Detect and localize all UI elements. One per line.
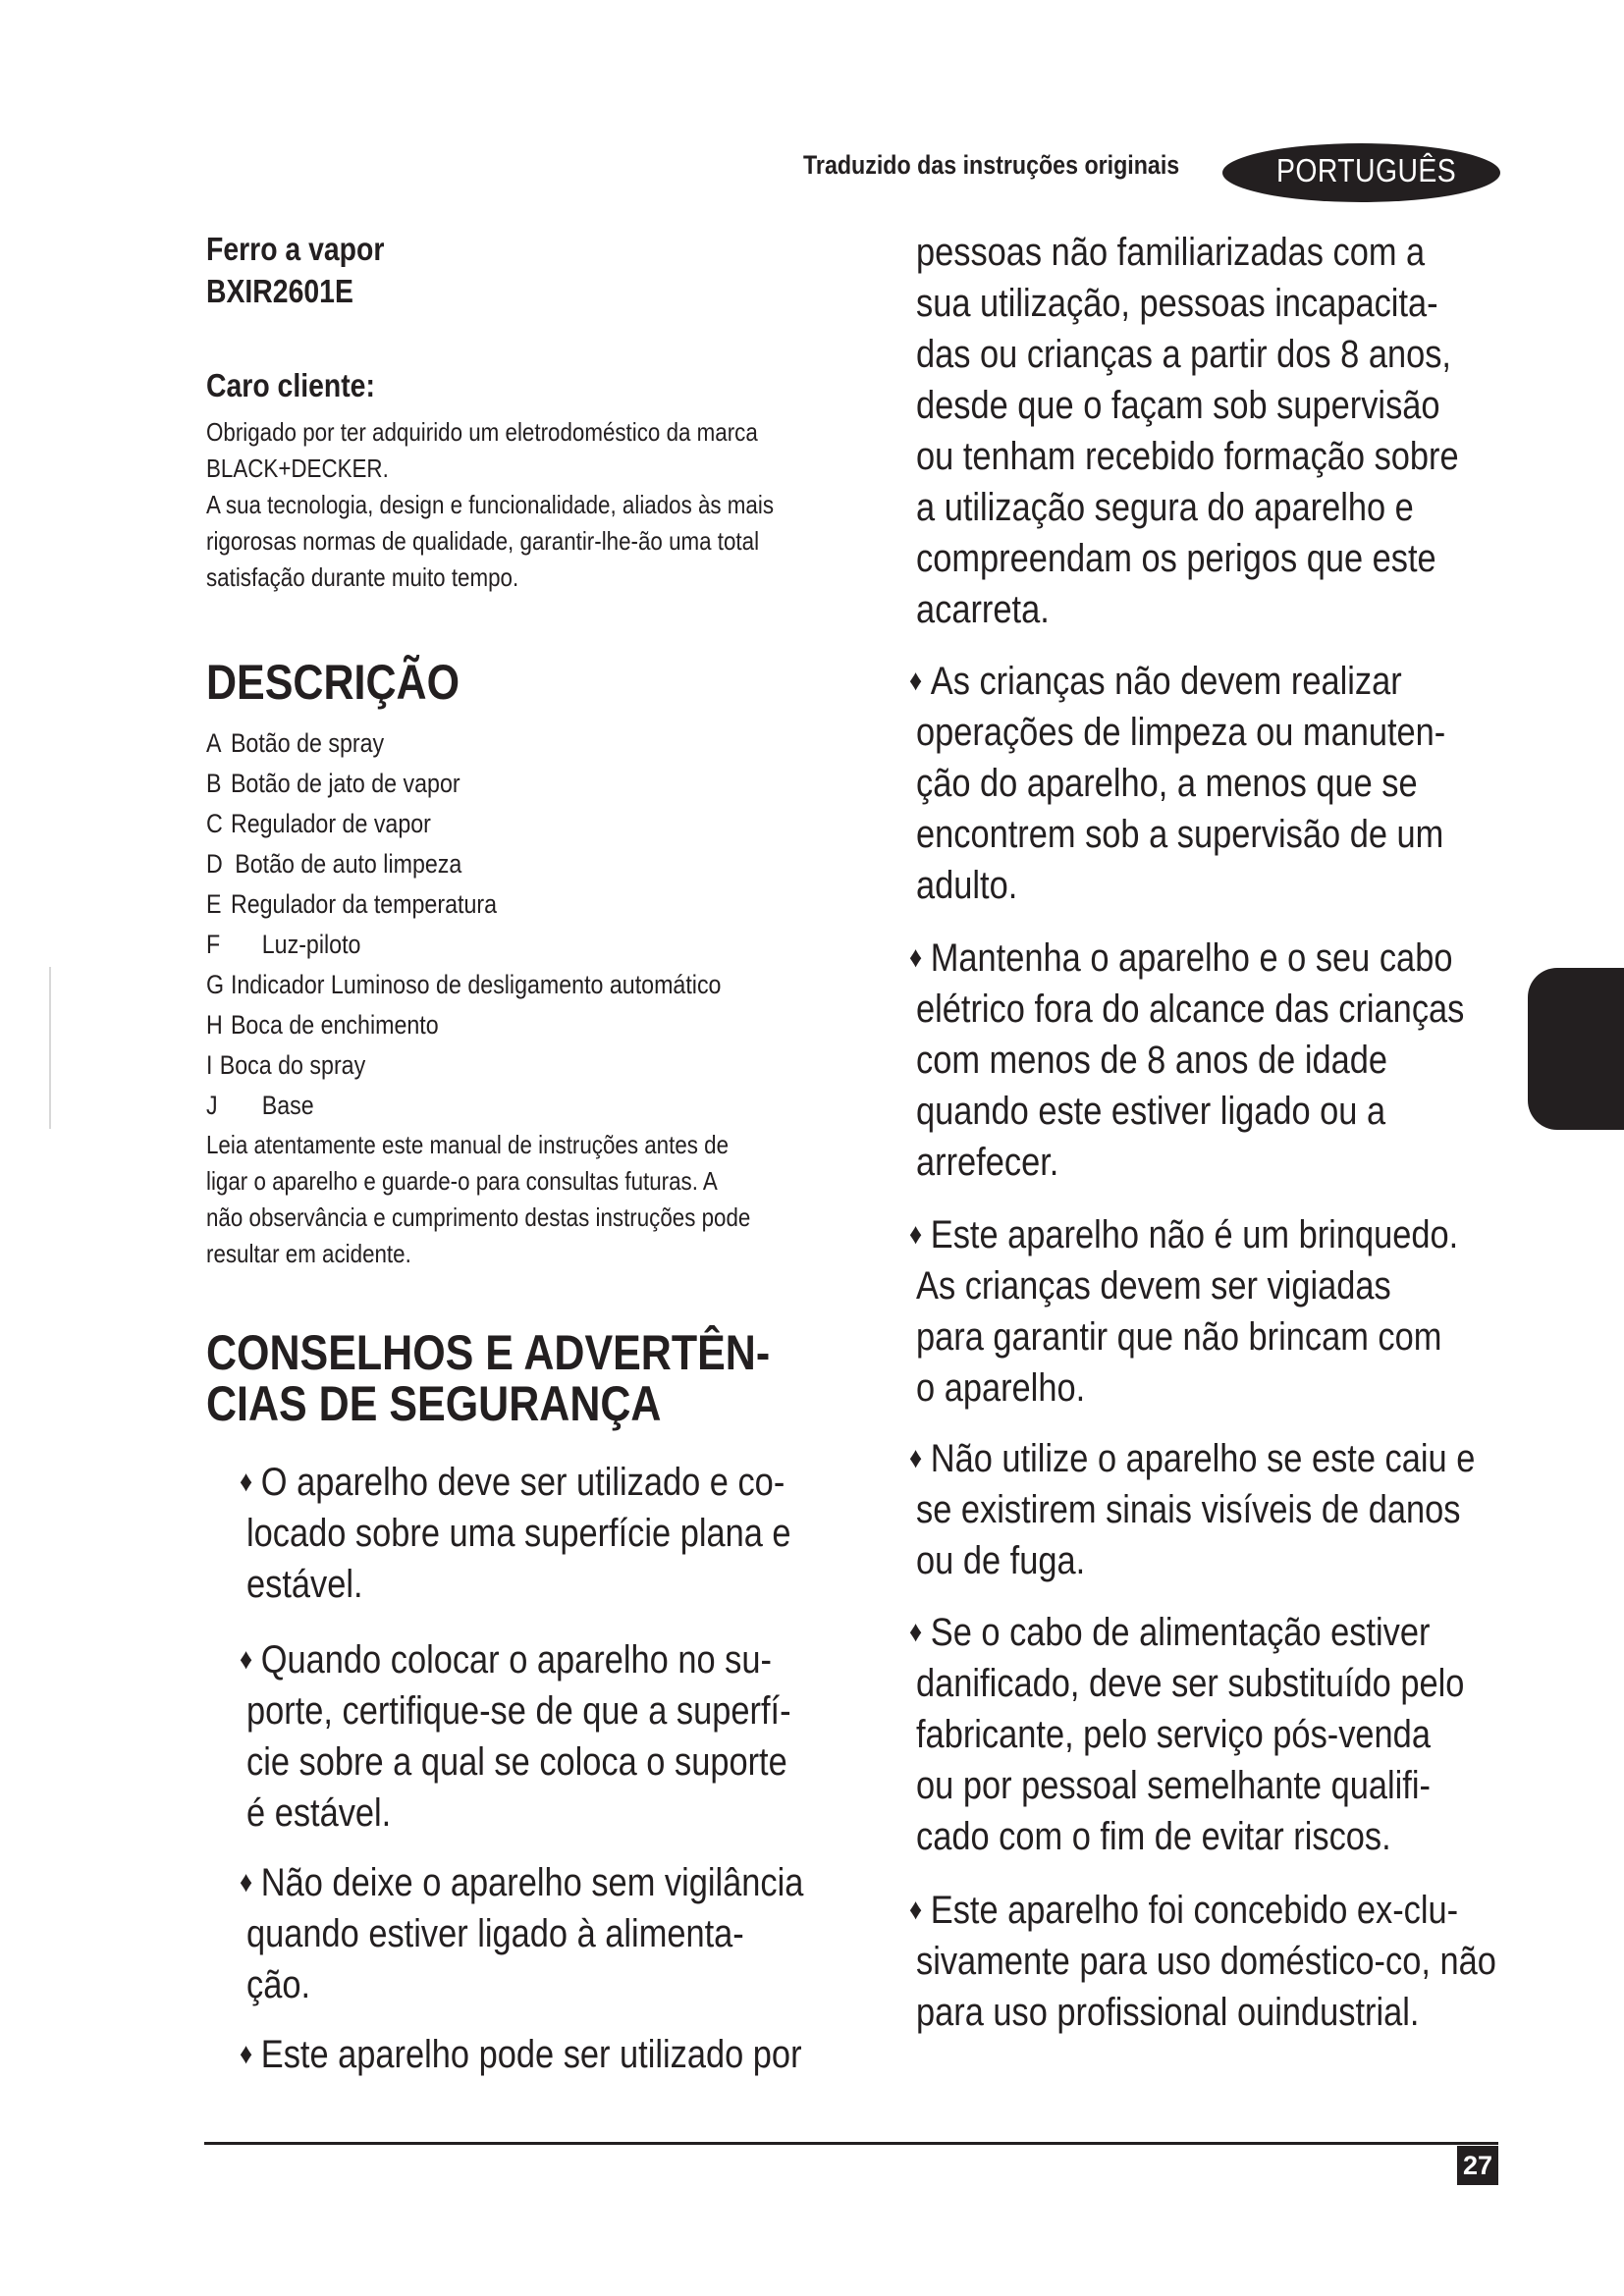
product-name: Ferro a vapor xyxy=(206,231,385,267)
safety-bullet: ♦ Quando colocar o aparelho no su- porte, certifique-se de que a superfí- cie sobre a qual se coloca o suporte é estável. xyxy=(240,1634,880,1839)
safety-bullet: ♦ Este aparelho pode ser utilizado por xyxy=(240,2029,893,2080)
diamond-bullet-icon: ♦ xyxy=(909,665,923,697)
safety-bullet: ♦ Este aparelho não é um brinquedo. As crianças devem ser vigiadas para garantir que não brincam com o aparelho. xyxy=(909,1209,1547,1414)
page-number: 27 xyxy=(1457,2146,1498,2185)
safety-bullet: ♦ Não deixe o aparelho sem vigilância quando estiver ligado à alimenta- ção. xyxy=(240,1857,895,2010)
part-item: B Botão de jato de vapor xyxy=(206,769,460,798)
part-item: C Regulador de vapor xyxy=(206,809,431,838)
part-item: G Indicador Luminoso de desligamento automático xyxy=(206,970,722,999)
part-item: F Luz-piloto xyxy=(206,930,361,959)
parts-list xyxy=(206,723,805,1126)
safety-bullet: ♦ Mantenha o aparelho e o seu cabo elétrico fora do alcance das crianças com menos de 8 anos de idade quando este estiver ligado ou a arrefecer. xyxy=(909,933,1553,1188)
diamond-bullet-icon: ♦ xyxy=(909,1442,923,1474)
diamond-bullet-icon: ♦ xyxy=(240,1643,253,1676)
part-item: E Regulador da temperatura xyxy=(206,889,498,919)
product-model: BXIR2601E xyxy=(206,273,353,309)
greeting-title: Caro cliente: xyxy=(206,367,375,403)
product-heading xyxy=(206,228,413,312)
safety-bullet: ♦ O aparelho deve ser utilizado e co- locado sobre uma superfície plana e estável. xyxy=(240,1457,880,1610)
language-label: PORTUGUÊS xyxy=(1276,152,1457,188)
part-item: D Botão de auto limpeza xyxy=(206,849,462,879)
greeting-text: Obrigado por ter adquirido um eletrodoméstico da marca BLACK+DECKER. A sua tecnologia, design e funcionalidade, aliados às mais rigorosas normas de qualidade, garantir-lhe-ão uma total satisfação durante muito tempo. xyxy=(206,417,775,592)
diamond-bullet-icon: ♦ xyxy=(909,1894,923,1926)
safety-bullet: ♦ Este aparelho foi concebido ex-clu- sivamente para uso doméstico-co, não para uso profissional ouindustrial. xyxy=(909,1885,1591,2038)
safety-bullet: ♦ Não utilize o aparelho se este caiu e se existirem sinais visíveis de danos ou de fuga. xyxy=(909,1433,1567,1586)
section-tab xyxy=(1528,968,1624,1130)
diamond-bullet-icon: ♦ xyxy=(909,941,923,974)
diamond-bullet-icon: ♦ xyxy=(240,1466,253,1498)
translation-note: Traduzido das instruções originais xyxy=(803,150,1180,180)
safety-title: CONSELHOS E ADVERTÊN- CIAS DE SEGURANÇA xyxy=(206,1325,771,1431)
footer-rule xyxy=(204,2142,1498,2145)
diamond-bullet-icon: ♦ xyxy=(909,1218,923,1251)
safety-bullet-continuation: pessoas não familiarizadas com a sua utilização, pessoas incapacita- das ou crianças a partir dos 8 anos, desde que o façam sob supervisão ou tenham recebido formação sobre a utilização segura do aparelho e compreendam os perigos que este acarreta. xyxy=(916,231,1459,631)
part-item: H Boca de enchimento xyxy=(206,1010,439,1040)
description-title: DESCRIÇÃO xyxy=(206,655,460,710)
part-item: I Boca do spray xyxy=(206,1050,366,1080)
safety-bullet: ♦ As crianças não devem realizar operações de limpeza ou manuten- ção do aparelho, a menos que se encontrem sob a supervisão de um adulto. xyxy=(909,656,1532,911)
part-item: J Base xyxy=(206,1091,314,1120)
margin-line xyxy=(49,967,51,1129)
diamond-bullet-icon: ♦ xyxy=(240,1866,253,1898)
diamond-bullet-icon: ♦ xyxy=(240,2038,253,2070)
safety-bullet: ♦ Se o cabo de alimentação estiver danificado, deve ser substituído pelo fabricante, pelo serviço pós-venda ou por pessoal semelhante qualifi- cado com o fim de evitar riscos. xyxy=(909,1607,1553,1862)
diamond-bullet-icon: ♦ xyxy=(909,1616,923,1648)
reading-warning: Leia atentamente este manual de instruções antes de ligar o aparelho e guarde-o para consultas futuras. A não observância e cumprimento destas instruções pode resultar em acidente. xyxy=(206,1130,751,1268)
part-item: A Botão de spray xyxy=(206,728,385,758)
